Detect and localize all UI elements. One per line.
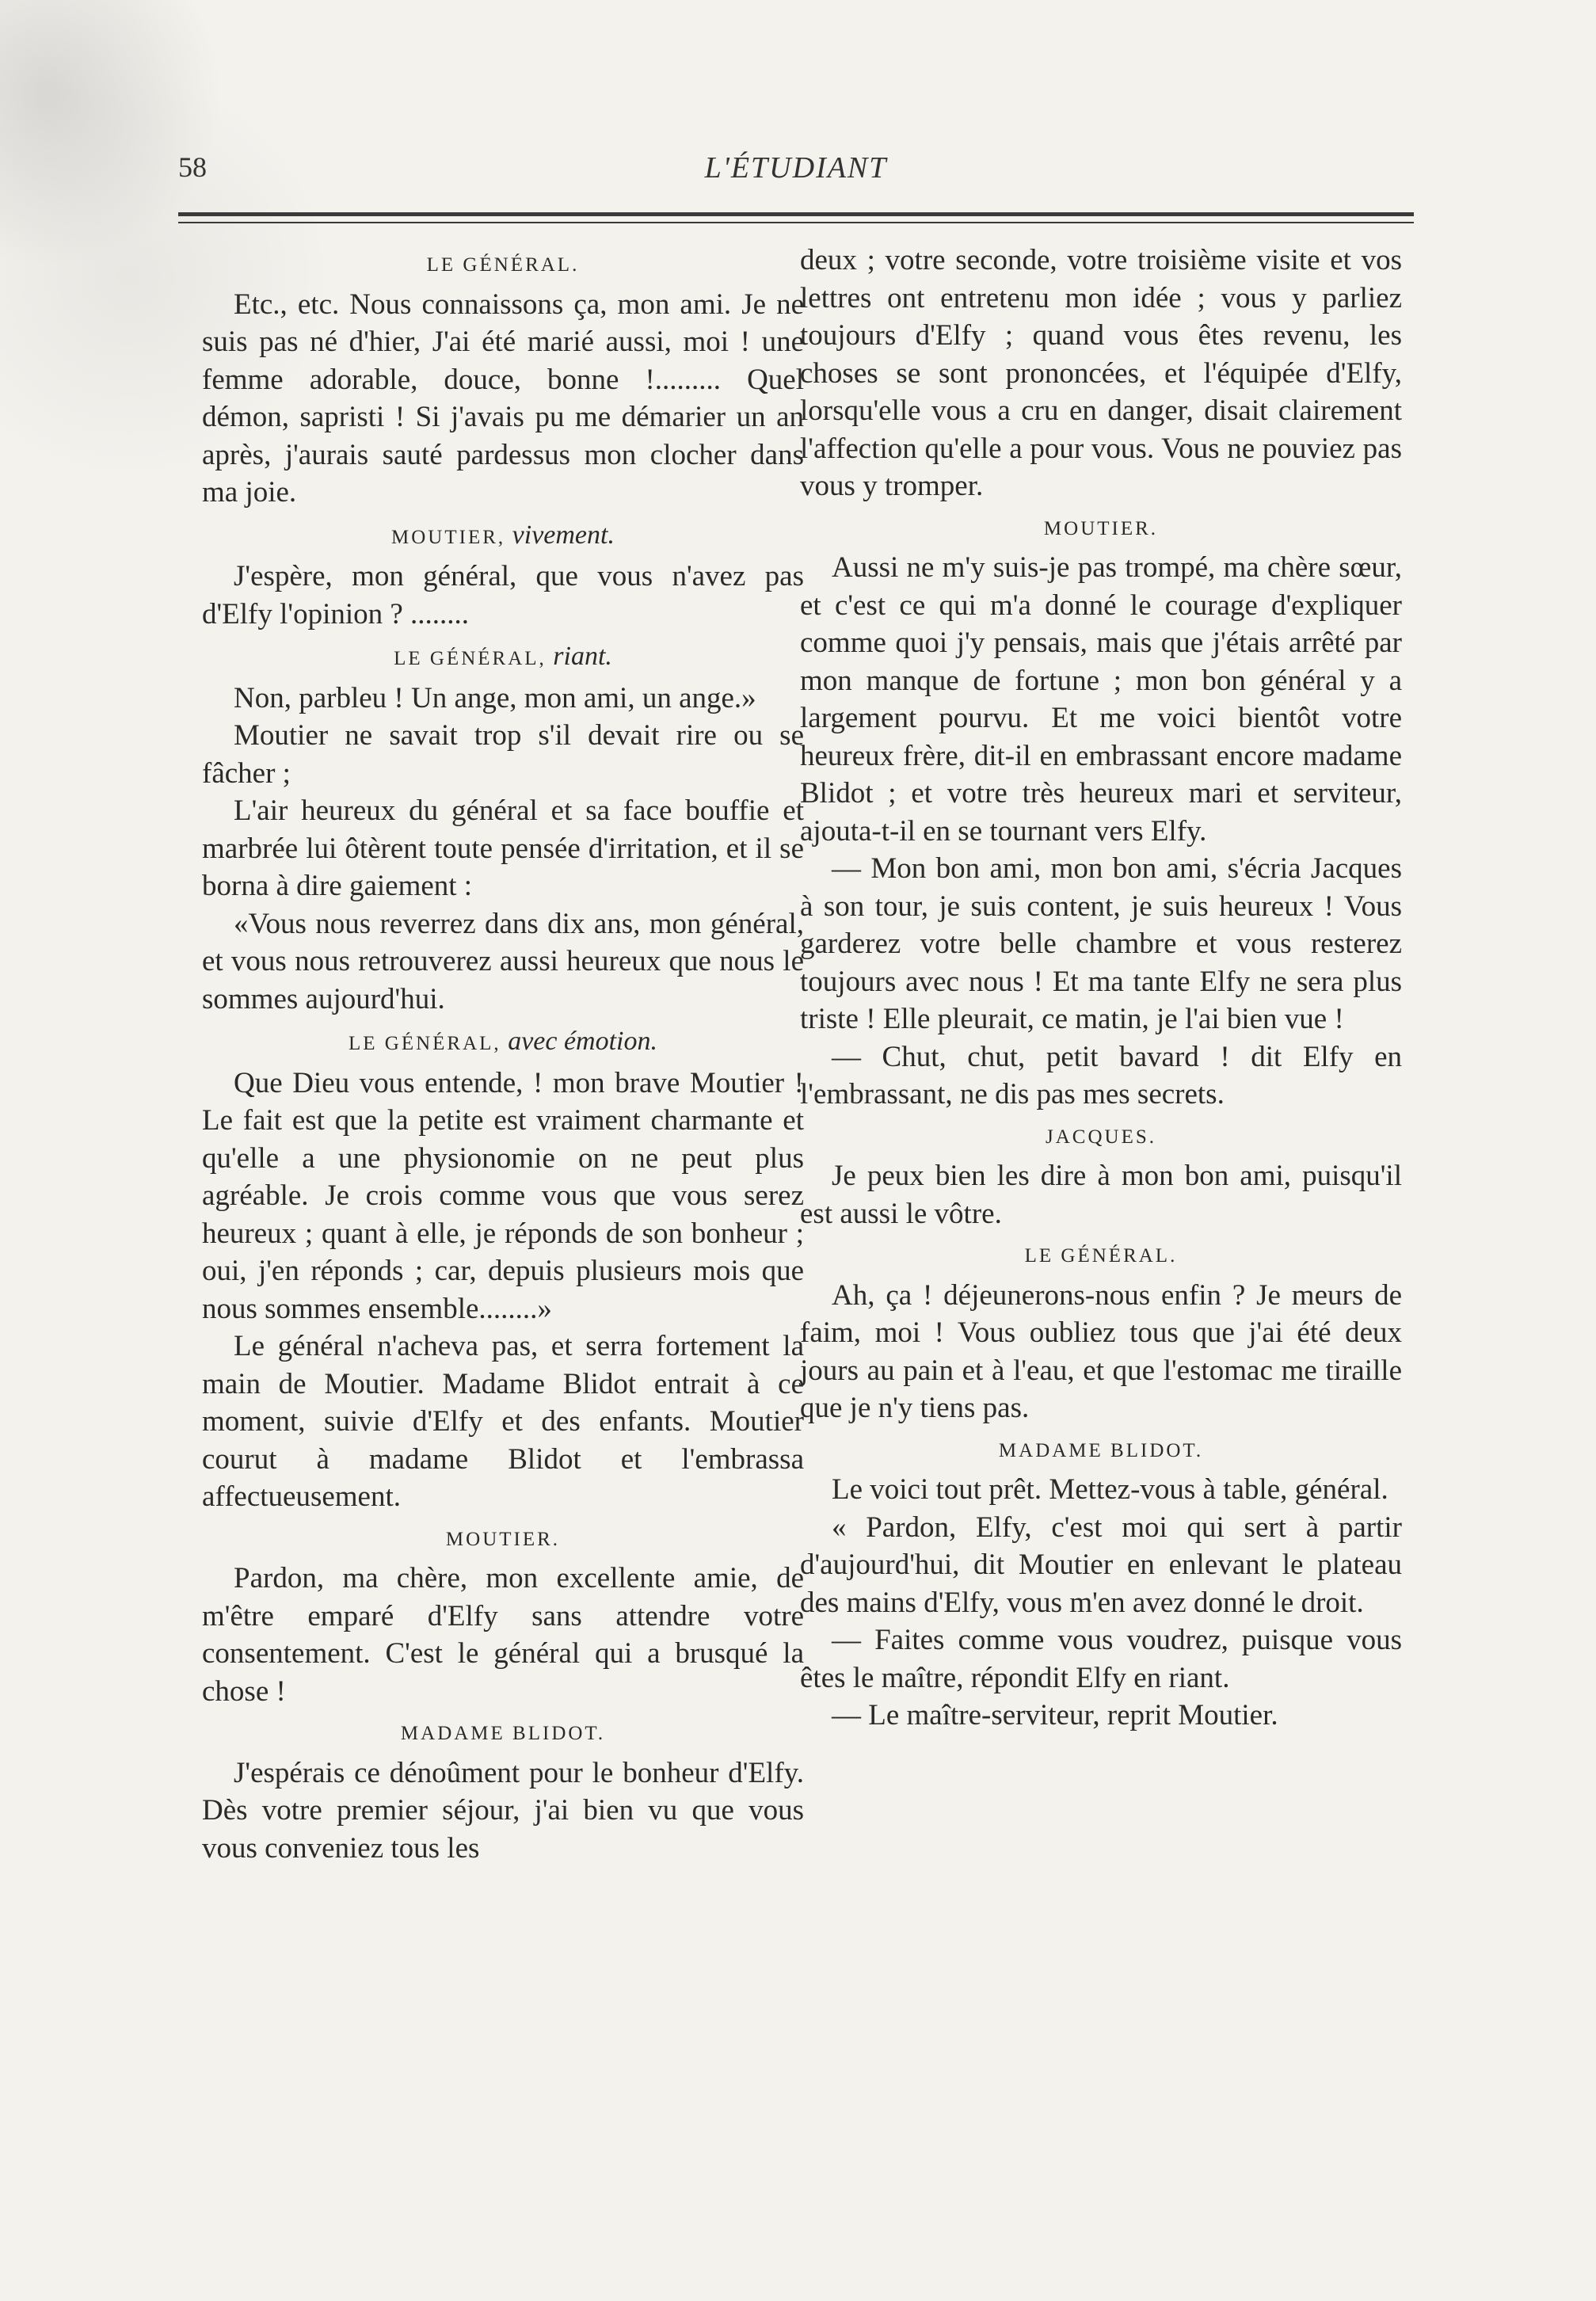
- running-title: L'ÉTUDIANT: [704, 151, 888, 185]
- speaker-name: MADAME BLIDOT.: [400, 1723, 606, 1744]
- speaker-name: MOUTIER,: [391, 526, 506, 548]
- paragraph: Etc., etc. Nous connaissons ça, mon ami. Je ne suis pas né d'hier, J'ai été marié aussi, moi ! une femme adorable, douce, bonne !......... Quel démon, sapristi ! Si j'avais pu me démarier un an après, j'aurais sauté pardessus mon clocher dans ma joie.: [202, 288, 804, 509]
- speaker-heading: [202, 1521, 804, 1559]
- speaker-heading: [202, 246, 804, 284]
- stage-direction: riant.: [546, 642, 612, 671]
- paragraph: L'air heureux du général et sa face bouffie et marbrée lui ôtèrent toute pensée d'irritation, et il se borna à dire gaiement :: [202, 794, 804, 902]
- paragraph: Aussi ne m'y suis-je pas trompé, ma chère sœur, et c'est ce qui m'a donné le courage d'expliquer comme quoi j'y pensais, mais que j'étais arrêté par mon manque de fortune ; mon bon général y a largement pourvu. Et me voici bientôt votre heureux frère, dit-il en embrassant encore madame Blidot ; et votre très heureux mari et serviteur, ajouta-t-il en se tournant vers Elfy.: [800, 551, 1402, 848]
- speaker-name: LE GÉNÉRAL,: [394, 648, 547, 669]
- paragraph: Non, parbleu ! Un ange, mon ami, un ange.»: [234, 681, 756, 714]
- header-rule-thin: [178, 222, 1414, 223]
- header-rule-thick: [178, 212, 1414, 216]
- speaker-heading: [202, 516, 804, 557]
- page-header: [178, 150, 1414, 198]
- paragraph: Le général n'acheva pas, et serra fortement la main de Moutier. Madame Blidot entrait à ce moment, suivie d'Elfy et des enfants. Moutier courut à madame Blidot et l'embrassa affectueusement.: [202, 1330, 804, 1513]
- speaker-name: LE GÉNÉRAL.: [1024, 1245, 1178, 1267]
- paragraph: Ah, ça ! déjeunerons-nous enfin ? Je meurs de faim, moi ! Vous oubliez tous que j'ai été deux jours au pain et à l'eau, et que l'estomac me tiraille que je n'y tiens pas.: [800, 1278, 1402, 1424]
- paragraph: — Mon bon ami, mon bon ami, s'écria Jacques à son tour, je suis content, je suis heureux ! Vous garderez votre belle chambre et vous resterez toujours avec nous ! Et ma tante Elfy ne sera plus triste ! Elle pleurait, ce matin, je l'ai bien vue !: [800, 852, 1402, 1035]
- left-column: [202, 242, 804, 1867]
- right-column: [800, 242, 1402, 1735]
- paragraph: « Pardon, Elfy, c'est moi qui sert à partir d'aujourd'hui, dit Moutier en enlevant le plateau des mains d'Elfy, vous m'en avez donné le droit.: [800, 1511, 1402, 1619]
- speaker-name: MADAME BLIDOT.: [998, 1439, 1204, 1461]
- paragraph: deux ; votre seconde, votre troisième visite et vos lettres ont entretenu mon idée ; vous y parliez toujours d'Elfy ; quand vous êtes revenu, les choses se sont prononcées, et l'équipée d'Elfy, lorsqu'elle vous a cru en danger, disait clairement l'affection qu'elle a pour vous. Vous ne pouviez pas vous y tromper.: [800, 244, 1402, 502]
- speaker-heading: [800, 1118, 1402, 1156]
- page-number: 58: [178, 151, 207, 183]
- speaker-heading: [202, 638, 804, 678]
- paragraph: «Vous nous reverrez dans dix ans, mon général, et vous nous retrouverez aussi heureux que nous le sommes aujourd'hui.: [202, 907, 804, 1015]
- stage-direction: avec émotion.: [501, 1027, 657, 1056]
- speaker-heading: [202, 1023, 804, 1063]
- speaker-heading: [800, 1237, 1402, 1275]
- speaker-name: MOUTIER.: [445, 1528, 561, 1550]
- paragraph: Pardon, ma chère, mon excellente amie, de m'être emparé d'Elfy sans attendre votre consentement. C'est le général qui a brusqué la chose !: [202, 1562, 804, 1708]
- paragraph: — Chut, chut, petit bavard ! dit Elfy en l'embrassant, ne dis pas mes secrets.: [800, 1040, 1402, 1110]
- speaker-name: JACQUES.: [1046, 1126, 1156, 1148]
- paragraph: — Faites comme vous voudrez, puisque vous êtes le maître, répondit Elfy en riant.: [800, 1624, 1402, 1694]
- paragraph: Moutier ne savait trop s'il devait rire ou se fâcher ;: [202, 719, 804, 790]
- speaker-name: LE GÉNÉRAL.: [426, 254, 580, 276]
- paragraph: Que Dieu vous entende, ! mon brave Moutier ! Le fait est que la petite est vraiment charmante et qu'elle a une physionomie on ne peut plus agréable. Je crois comme vous que vous serez heureux ; quant à elle, je réponds de son bonheur ; oui, j'en réponds ; car, depuis plusieurs mois que nous sommes ensemble........»: [202, 1066, 804, 1325]
- paragraph: J'espère, mon général, que vous n'avez pas d'Elfy l'opinion ? ........: [202, 560, 804, 630]
- speaker-heading: [202, 1715, 804, 1753]
- paragraph: Le voici tout prêt. Mettez-vous à table, général.: [832, 1473, 1388, 1506]
- speaker-name: MOUTIER.: [1043, 517, 1159, 539]
- paragraph: J'espérais ce dénoûment pour le bonheur d'Elfy. Dès votre premier séjour, j'ai bien vu que vous vous conveniez tous les: [202, 1756, 804, 1865]
- paragraph: Je peux bien les dire à mon bon ami, puisqu'il est aussi le vôtre.: [800, 1160, 1402, 1230]
- speaker-heading: [800, 510, 1402, 548]
- stage-direction: vivement.: [505, 520, 615, 550]
- paragraph: — Le maître-serviteur, reprit Moutier.: [832, 1699, 1278, 1731]
- speaker-name: LE GÉNÉRAL,: [348, 1033, 501, 1054]
- speaker-heading: [800, 1432, 1402, 1470]
